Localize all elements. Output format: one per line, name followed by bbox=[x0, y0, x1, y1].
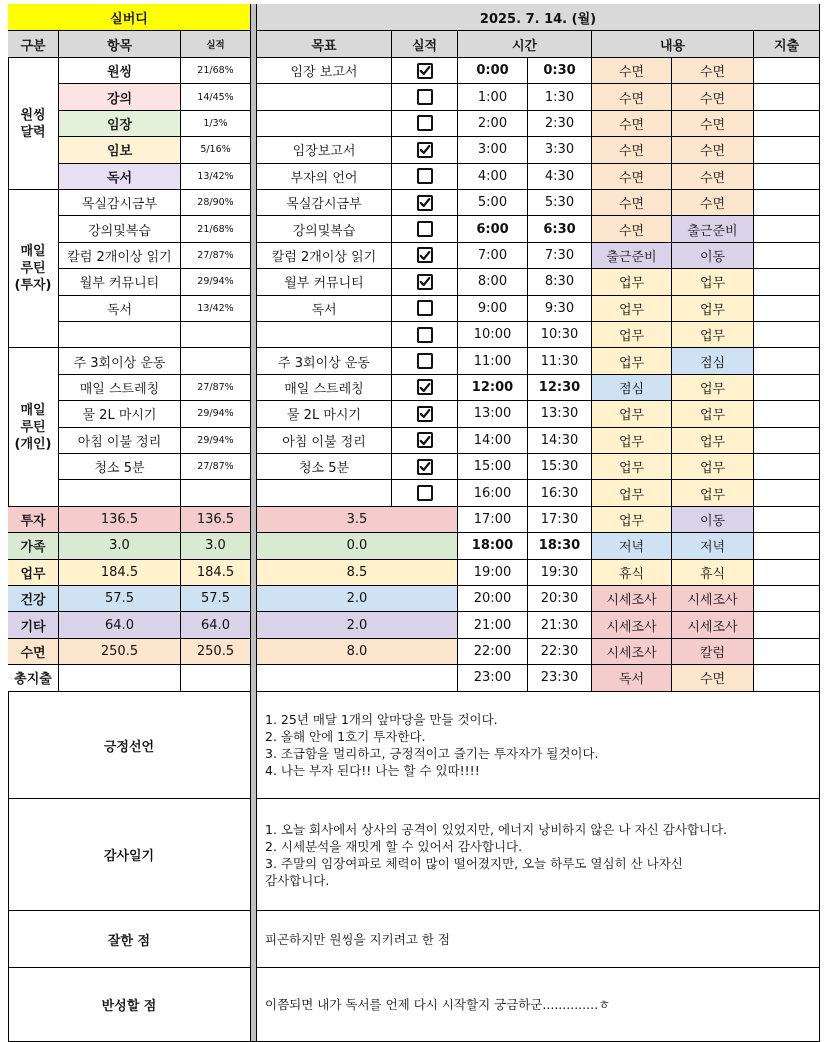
activity-second-half: 업무 bbox=[672, 269, 754, 295]
summary-label: 투자 bbox=[8, 507, 59, 533]
checkbox-cell bbox=[392, 190, 458, 216]
time-start: 18:00 bbox=[458, 533, 528, 559]
expense-cell bbox=[754, 111, 820, 137]
expense-cell bbox=[754, 216, 820, 242]
header-item: 항목 bbox=[59, 31, 181, 58]
section-lines bbox=[265, 821, 727, 889]
summary-value: 3.0 bbox=[59, 533, 181, 559]
summary-value: 136.5 bbox=[59, 507, 181, 533]
goal-cell: 독서 bbox=[257, 296, 392, 322]
activity-second-half: 저녁 bbox=[672, 533, 754, 559]
item-cell: 물 2L 마시기 bbox=[59, 401, 181, 427]
activity-first-half: 수면 bbox=[592, 164, 672, 190]
section-line: 3. 주말의 임장여파로 체력이 많이 떨어졌지만, 오늘 하루도 열심히 산 나자신 bbox=[265, 855, 683, 871]
activity-second-half: 수면 bbox=[672, 84, 754, 110]
checkbox-cell bbox=[392, 58, 458, 84]
activity-second-half: 출근준비 bbox=[672, 216, 754, 242]
summary-goal bbox=[257, 665, 458, 691]
time-end: 18:30 bbox=[528, 533, 592, 559]
checkbox-cell bbox=[392, 111, 458, 137]
time-end: 12:30 bbox=[528, 375, 592, 401]
activity-first-half: 업무 bbox=[592, 480, 672, 506]
expense-cell bbox=[754, 533, 820, 559]
activity-first-half: 업무 bbox=[592, 269, 672, 295]
checkbox-cell bbox=[392, 269, 458, 295]
summary-label: 총지출 bbox=[8, 665, 59, 691]
result-cell: 1/3% bbox=[181, 111, 251, 137]
time-end: 15:30 bbox=[528, 454, 592, 480]
activity-second-half: 이동 bbox=[672, 243, 754, 269]
checked-checkbox[interactable] bbox=[417, 247, 433, 263]
unchecked-checkbox[interactable] bbox=[417, 300, 433, 316]
goal-cell: 청소 5분 bbox=[257, 454, 392, 480]
section-text bbox=[257, 911, 820, 968]
activity-first-half: 업무 bbox=[592, 348, 672, 374]
item-cell: 월부 커뮤니티 bbox=[59, 269, 181, 295]
summary-goal: 2.0 bbox=[257, 586, 458, 612]
result-cell: 28/90% bbox=[181, 190, 251, 216]
result-cell: 21/68% bbox=[181, 58, 251, 84]
unchecked-checkbox[interactable] bbox=[417, 115, 433, 131]
result-cell: 14/45% bbox=[181, 84, 251, 110]
item-cell: 칼럼 2개이상 읽기 bbox=[59, 243, 181, 269]
activity-second-half: 수면 bbox=[672, 665, 754, 691]
activity-second-half: 수면 bbox=[672, 111, 754, 137]
time-end: 9:30 bbox=[528, 296, 592, 322]
goal-cell: 칼럼 2개이상 읽기 bbox=[257, 243, 392, 269]
expense-cell bbox=[754, 190, 820, 216]
section-lines bbox=[265, 996, 610, 1013]
summary-value: 64.0 bbox=[181, 612, 251, 638]
item-cell: 강의및복습 bbox=[59, 216, 181, 242]
result-cell: 5/16% bbox=[181, 137, 251, 163]
result-cell: 13/42% bbox=[181, 296, 251, 322]
activity-second-half: 수면 bbox=[672, 137, 754, 163]
checkbox-cell bbox=[392, 164, 458, 190]
header-category: 구분 bbox=[8, 31, 59, 58]
time-start: 17:00 bbox=[458, 507, 528, 533]
activity-second-half: 업무 bbox=[672, 428, 754, 454]
expense-cell bbox=[754, 164, 820, 190]
checkbox-cell bbox=[392, 375, 458, 401]
activity-second-half: 수면 bbox=[672, 190, 754, 216]
item-cell: 임장 bbox=[59, 111, 181, 137]
summary-value: 57.5 bbox=[181, 586, 251, 612]
time-end: 5:30 bbox=[528, 190, 592, 216]
time-start: 4:00 bbox=[458, 164, 528, 190]
item-cell: 독서 bbox=[59, 296, 181, 322]
header-content: 내용 bbox=[592, 31, 754, 58]
activity-first-half: 독서 bbox=[592, 665, 672, 691]
time-start: 8:00 bbox=[458, 269, 528, 295]
item-cell: 매일 스트레칭 bbox=[59, 375, 181, 401]
checked-checkbox[interactable] bbox=[417, 195, 433, 211]
header-time: 시간 bbox=[458, 31, 592, 58]
section-label: 반성할 점 bbox=[8, 968, 251, 1042]
time-end: 2:30 bbox=[528, 111, 592, 137]
expense-cell bbox=[754, 560, 820, 586]
unchecked-checkbox[interactable] bbox=[417, 168, 433, 184]
checkbox-cell bbox=[392, 480, 458, 506]
time-start: 2:00 bbox=[458, 111, 528, 137]
time-start: 23:00 bbox=[458, 665, 528, 691]
unchecked-checkbox[interactable] bbox=[417, 485, 433, 501]
summary-value: 250.5 bbox=[59, 639, 181, 665]
goal-cell: 아침 이불 정리 bbox=[257, 428, 392, 454]
result-cell bbox=[181, 480, 251, 506]
expense-cell bbox=[754, 243, 820, 269]
section-label: 감사일기 bbox=[8, 799, 251, 911]
time-end: 4:30 bbox=[528, 164, 592, 190]
item-cell: 강의 bbox=[59, 84, 181, 110]
goal-cell bbox=[257, 111, 392, 137]
goal-cell: 목실감시금부 bbox=[257, 190, 392, 216]
activity-first-half: 점심 bbox=[592, 375, 672, 401]
result-cell: 29/94% bbox=[181, 269, 251, 295]
activity-first-half: 수면 bbox=[592, 111, 672, 137]
section-text bbox=[257, 692, 820, 799]
time-end: 10:30 bbox=[528, 322, 592, 348]
time-start: 20:00 bbox=[458, 586, 528, 612]
time-start: 6:00 bbox=[458, 216, 528, 242]
checkbox-cell bbox=[392, 322, 458, 348]
goal-cell: 매일 스트레칭 bbox=[257, 375, 392, 401]
summary-goal: 0.0 bbox=[257, 533, 458, 559]
section-line: 감사합니다. bbox=[265, 872, 330, 888]
summary-goal: 8.0 bbox=[257, 639, 458, 665]
summary-value: 136.5 bbox=[181, 507, 251, 533]
activity-second-half: 업무 bbox=[672, 480, 754, 506]
time-end: 11:30 bbox=[528, 348, 592, 374]
group-label: 매일 루틴 (투자) bbox=[8, 190, 59, 348]
time-start: 0:00 bbox=[458, 58, 528, 84]
activity-second-half: 시세조사 bbox=[672, 586, 754, 612]
activity-second-half: 업무 bbox=[672, 375, 754, 401]
time-start: 14:00 bbox=[458, 428, 528, 454]
checked-checkbox[interactable] bbox=[417, 142, 433, 158]
activity-first-half: 업무 bbox=[592, 322, 672, 348]
section-line: 피곤하지만 원씽을 지키려고 한 점 bbox=[265, 931, 450, 947]
checked-checkbox[interactable] bbox=[417, 63, 433, 79]
section-line: 2. 시세분석을 재밋게 할 수 있어서 감사합니다. bbox=[265, 838, 523, 854]
goal-cell bbox=[257, 84, 392, 110]
summary-value: 250.5 bbox=[181, 639, 251, 665]
activity-first-half: 수면 bbox=[592, 216, 672, 242]
goal-cell bbox=[257, 480, 392, 506]
activity-first-half: 업무 bbox=[592, 507, 672, 533]
summary-value bbox=[181, 665, 251, 691]
unchecked-checkbox[interactable] bbox=[417, 353, 433, 369]
unchecked-checkbox[interactable] bbox=[417, 221, 433, 237]
time-start: 13:00 bbox=[458, 401, 528, 427]
item-cell: 청소 5분 bbox=[59, 454, 181, 480]
time-end: 17:30 bbox=[528, 507, 592, 533]
time-end: 16:30 bbox=[528, 480, 592, 506]
activity-second-half: 업무 bbox=[672, 454, 754, 480]
section-line: 1. 25년 매달 1개의 앞마당을 만들 것이다. bbox=[265, 712, 498, 727]
goal-cell: 강의및복습 bbox=[257, 216, 392, 242]
result-cell: 29/94% bbox=[181, 428, 251, 454]
expense-cell bbox=[754, 454, 820, 480]
item-cell: 원씽 bbox=[59, 58, 181, 84]
summary-value: 184.5 bbox=[181, 560, 251, 586]
section-line: 이쯤되면 내가 독서를 언제 다시 시작할지 궁금하군..............ㅎ bbox=[265, 997, 611, 1012]
activity-first-half: 업무 bbox=[592, 401, 672, 427]
time-start: 22:00 bbox=[458, 639, 528, 665]
time-start: 19:00 bbox=[458, 560, 528, 586]
activity-second-half: 수면 bbox=[672, 164, 754, 190]
time-end: 3:30 bbox=[528, 137, 592, 163]
item-cell: 주 3회이상 운동 bbox=[59, 348, 181, 374]
summary-goal: 2.0 bbox=[257, 612, 458, 638]
header-result: 실적 bbox=[181, 31, 251, 58]
unchecked-checkbox[interactable] bbox=[417, 327, 433, 343]
section-line: 1. 오늘 회사에서 상사의 공격이 있었지만, 에너지 낭비하지 않은 나 자신 감사합니다. bbox=[265, 821, 728, 837]
group-label: 매일 루틴 (개인) bbox=[8, 348, 59, 506]
checkbox-cell bbox=[392, 428, 458, 454]
goal-cell bbox=[257, 322, 392, 348]
expense-cell bbox=[754, 480, 820, 506]
summary-goal: 8.5 bbox=[257, 560, 458, 586]
activity-second-half: 칼럼 bbox=[672, 639, 754, 665]
time-end: 8:30 bbox=[528, 269, 592, 295]
summary-value: 64.0 bbox=[59, 612, 181, 638]
header-goal: 목표 bbox=[257, 31, 392, 58]
checked-checkbox[interactable] bbox=[417, 274, 433, 290]
expense-cell bbox=[754, 296, 820, 322]
expense-cell bbox=[754, 507, 820, 533]
section-label: 잘한 점 bbox=[8, 911, 251, 968]
section-text bbox=[257, 799, 820, 911]
activity-first-half: 업무 bbox=[592, 428, 672, 454]
expense-cell bbox=[754, 401, 820, 427]
activity-first-half: 수면 bbox=[592, 190, 672, 216]
time-end: 7:30 bbox=[528, 243, 592, 269]
section-line: 4. 나는 부자 된다!! 나는 할 수 있따!!!! bbox=[265, 763, 480, 778]
activity-first-half: 업무 bbox=[592, 454, 672, 480]
activity-first-half: 시세조사 bbox=[592, 612, 672, 638]
section-lines bbox=[265, 931, 450, 948]
checked-checkbox[interactable] bbox=[417, 432, 433, 448]
activity-second-half: 이동 bbox=[672, 507, 754, 533]
item-cell: 독서 bbox=[59, 164, 181, 190]
item-cell bbox=[59, 322, 181, 348]
section-text bbox=[257, 968, 820, 1042]
summary-label: 업무 bbox=[8, 560, 59, 586]
expense-cell bbox=[754, 348, 820, 374]
item-cell: 아침 이불 정리 bbox=[59, 428, 181, 454]
time-start: 5:00 bbox=[458, 190, 528, 216]
checkbox-cell bbox=[392, 243, 458, 269]
result-cell: 13/42% bbox=[181, 164, 251, 190]
goal-cell: 물 2L 마시기 bbox=[257, 401, 392, 427]
time-end: 23:30 bbox=[528, 665, 592, 691]
goal-cell: 임장 보고서 bbox=[257, 58, 392, 84]
activity-first-half: 휴식 bbox=[592, 560, 672, 586]
section-line: 3. 조급함을 멀리하고, 긍정적이고 즐기는 투자자가 될것이다. bbox=[265, 746, 599, 761]
result-cell bbox=[181, 348, 251, 374]
activity-first-half: 시세조사 bbox=[592, 586, 672, 612]
section-label: 긍정선언 bbox=[8, 692, 251, 799]
expense-cell bbox=[754, 322, 820, 348]
result-cell bbox=[181, 322, 251, 348]
activity-second-half: 업무 bbox=[672, 401, 754, 427]
time-end: 21:30 bbox=[528, 612, 592, 638]
time-end: 19:30 bbox=[528, 560, 592, 586]
time-end: 20:30 bbox=[528, 586, 592, 612]
section-lines bbox=[265, 711, 599, 779]
summary-label: 가족 bbox=[8, 533, 59, 559]
checkbox-cell bbox=[392, 401, 458, 427]
expense-cell bbox=[754, 639, 820, 665]
expense-cell bbox=[754, 612, 820, 638]
expense-cell bbox=[754, 375, 820, 401]
expense-cell bbox=[754, 58, 820, 84]
header-done: 실적 bbox=[392, 31, 458, 58]
date-title: 2025. 7. 14. (월) bbox=[257, 4, 820, 31]
result-cell: 27/87% bbox=[181, 375, 251, 401]
summary-value: 3.0 bbox=[181, 533, 251, 559]
activity-second-half: 시세조사 bbox=[672, 612, 754, 638]
expense-cell bbox=[754, 428, 820, 454]
summary-label: 수면 bbox=[8, 639, 59, 665]
summary-value bbox=[59, 665, 181, 691]
summary-value: 57.5 bbox=[59, 586, 181, 612]
checkbox-cell bbox=[392, 137, 458, 163]
checkbox-cell bbox=[392, 84, 458, 110]
time-start: 11:00 bbox=[458, 348, 528, 374]
time-end: 22:30 bbox=[528, 639, 592, 665]
result-cell: 29/94% bbox=[181, 401, 251, 427]
time-start: 16:00 bbox=[458, 480, 528, 506]
time-start: 10:00 bbox=[458, 322, 528, 348]
time-start: 9:00 bbox=[458, 296, 528, 322]
activity-first-half: 저녁 bbox=[592, 533, 672, 559]
result-cell: 21/68% bbox=[181, 216, 251, 242]
time-end: 13:30 bbox=[528, 401, 592, 427]
goal-cell: 월부 커뮤니티 bbox=[257, 269, 392, 295]
summary-goal: 3.5 bbox=[257, 507, 458, 533]
activity-second-half: 점심 bbox=[672, 348, 754, 374]
expense-cell bbox=[754, 586, 820, 612]
item-cell: 임보 bbox=[59, 137, 181, 163]
time-start: 3:00 bbox=[458, 137, 528, 163]
checkbox-cell bbox=[392, 296, 458, 322]
activity-second-half: 휴식 bbox=[672, 560, 754, 586]
time-start: 1:00 bbox=[458, 84, 528, 110]
activity-first-half: 시세조사 bbox=[592, 639, 672, 665]
time-start: 21:00 bbox=[458, 612, 528, 638]
expense-cell bbox=[754, 84, 820, 110]
activity-first-half: 수면 bbox=[592, 84, 672, 110]
time-end: 1:30 bbox=[528, 84, 592, 110]
group-label: 원씽 달력 bbox=[8, 58, 59, 190]
goal-cell: 임장보고서 bbox=[257, 137, 392, 163]
goal-cell: 부자의 언어 bbox=[257, 164, 392, 190]
checkbox-cell bbox=[392, 216, 458, 242]
unchecked-checkbox[interactable] bbox=[417, 89, 433, 105]
result-cell: 27/87% bbox=[181, 243, 251, 269]
expense-cell bbox=[754, 137, 820, 163]
item-cell bbox=[59, 480, 181, 506]
checkbox-cell bbox=[392, 454, 458, 480]
checked-checkbox[interactable] bbox=[417, 379, 433, 395]
time-end: 0:30 bbox=[528, 58, 592, 84]
activity-second-half: 업무 bbox=[672, 296, 754, 322]
left-title: 실버디 bbox=[8, 4, 251, 31]
header-expense: 지출 bbox=[754, 31, 820, 58]
expense-cell bbox=[754, 665, 820, 691]
summary-label: 기타 bbox=[8, 612, 59, 638]
expense-cell bbox=[754, 269, 820, 295]
time-end: 14:30 bbox=[528, 428, 592, 454]
summary-value: 184.5 bbox=[59, 560, 181, 586]
section-line: 2. 올해 안에 1호기 투자한다. bbox=[265, 729, 426, 744]
checkbox-cell bbox=[392, 348, 458, 374]
time-start: 12:00 bbox=[458, 375, 528, 401]
item-cell: 목실감시금부 bbox=[59, 190, 181, 216]
goal-cell: 주 3회이상 운동 bbox=[257, 348, 392, 374]
activity-first-half: 수면 bbox=[592, 58, 672, 84]
activity-second-half: 업무 bbox=[672, 322, 754, 348]
result-cell: 27/87% bbox=[181, 454, 251, 480]
activity-first-half: 출근준비 bbox=[592, 243, 672, 269]
checked-checkbox[interactable] bbox=[417, 406, 433, 422]
checked-checkbox[interactable] bbox=[417, 459, 433, 475]
activity-second-half: 수면 bbox=[672, 58, 754, 84]
activity-first-half: 수면 bbox=[592, 137, 672, 163]
activity-first-half: 업무 bbox=[592, 296, 672, 322]
time-start: 15:00 bbox=[458, 454, 528, 480]
time-end: 6:30 bbox=[528, 216, 592, 242]
summary-label: 건강 bbox=[8, 586, 59, 612]
time-start: 7:00 bbox=[458, 243, 528, 269]
